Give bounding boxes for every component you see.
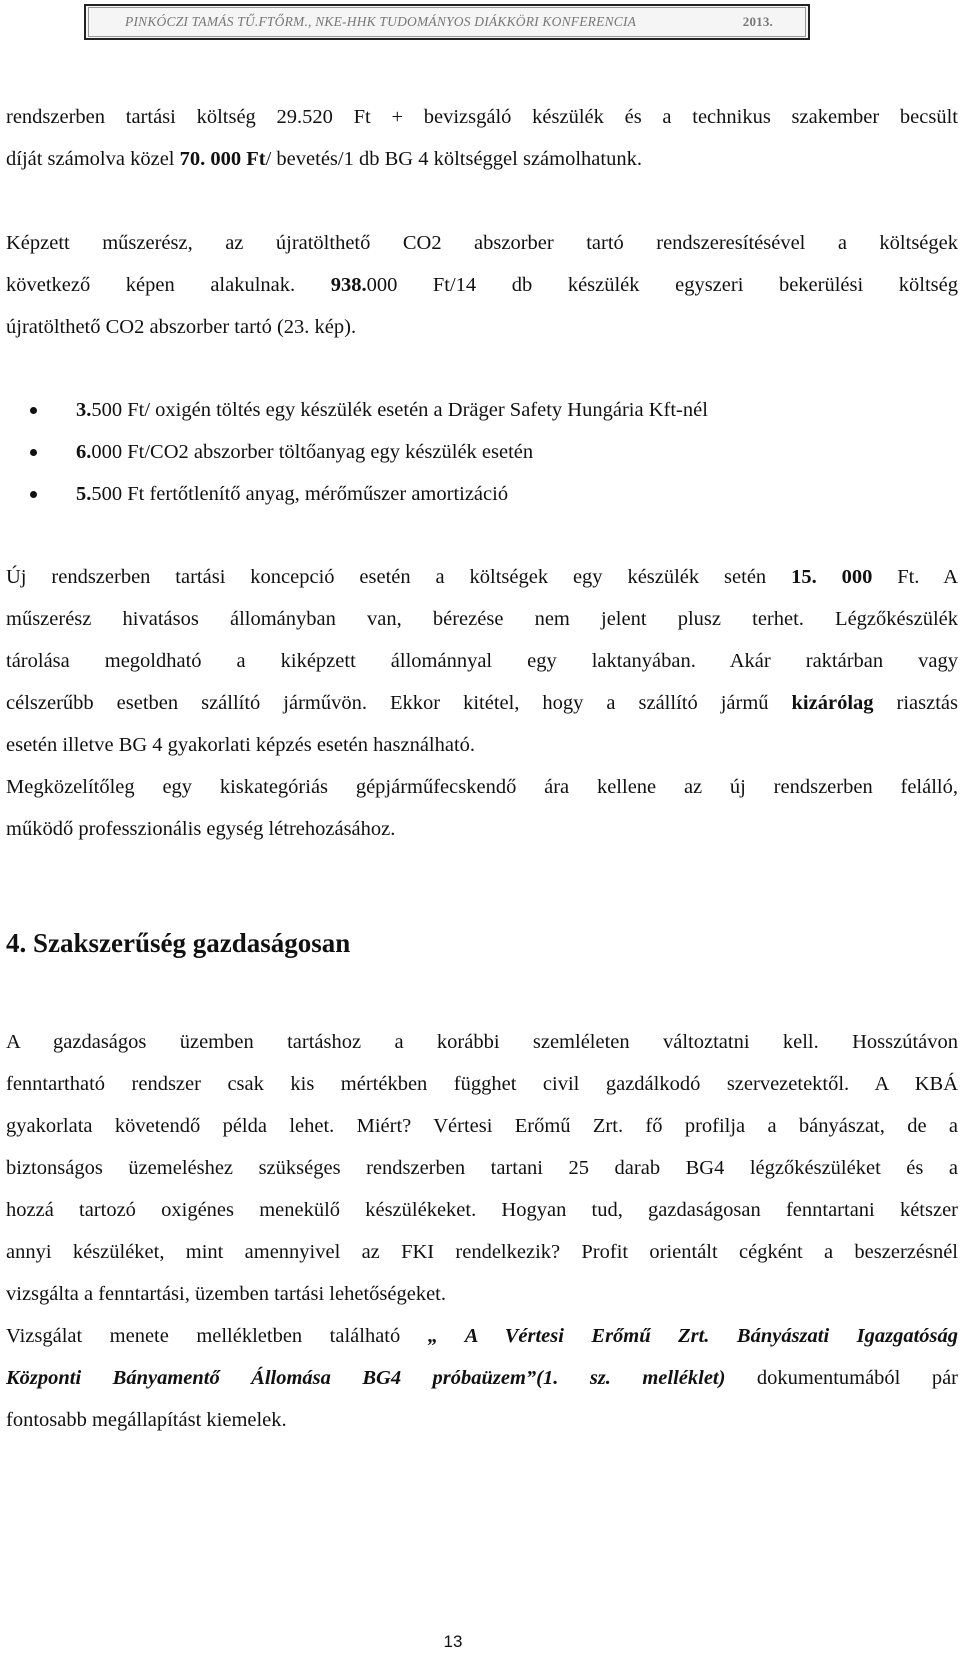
page-number: 13	[443, 1632, 463, 1651]
text-line: fontosabb megállapítást kiemelek.	[6, 1409, 287, 1431]
bold-amount: 70. 000 Ft	[179, 148, 266, 170]
text-line: újratölthető CO2 abszorber tartó (23. kép).	[6, 316, 357, 338]
section-heading: 4. Szakszerűség gazdaságosan	[6, 928, 351, 958]
text-line: Új rendszerben tartási koncepció esetén a költségek egy készülék setén 15. 000 Ft. A	[6, 566, 958, 588]
text-line: működő professzionális egység létrehozásához.	[6, 818, 396, 840]
text-line: Képzett műszerész, az újratölthető CO2 abszorber tartó rendszeresítésével a költségek	[6, 232, 958, 254]
paragraph-new-concept	[6, 556, 958, 850]
text-line: tárolása megoldható a kiképzett állománnyal egy laktanyában. Akár raktárban vagy	[6, 650, 958, 672]
text-line: díját számolva közel 70. 000 Ft/ bevetés/1 db BG 4 költséggel számolhatunk.	[6, 148, 642, 170]
text-line: Megközelítőleg egy kiskategóriás gépjárműfecskendő ára kellene az új rendszerben felálló,	[6, 776, 958, 798]
list-item: 5.500 Ft fertőtlenítő anyag, mérőműszer amortizáció	[30, 473, 708, 515]
bold-amount: 938.	[330, 274, 367, 296]
text-line: Vizsgálat menete mellékletben található „ A Vértesi Erőmű Zrt. Bányászati Igazgatóság	[6, 1325, 959, 1347]
text-line: annyi készüléket, mint amennyivel az FKI rendelkezik? Profit orientált cégként a beszerzésnél	[6, 1241, 958, 1263]
text-line: célszerűbb esetben szállító járművön. Ekkor kitétel, hogy a szállító jármű kizárólag riasztás	[6, 692, 959, 714]
bold-italic-title: Központi Bányamentő Állomása BG4 próbaüzem”(1. sz. melléklet)	[6, 1367, 726, 1389]
bold-emphasis: kizárólag	[791, 692, 874, 714]
paragraph-economic-operation	[6, 1021, 958, 1441]
text-line: Központi Bányamentő Állomása BG4 próbaüzem”(1. sz. melléklet) dokumentumából pár	[6, 1367, 959, 1389]
text-line: fenntartható rendszer csak kis mértékben függhet civil gazdálkodó szervezetektől. A KBÁ	[6, 1073, 958, 1095]
text-line: műszerész hivatásos állományban van, bérezése nem jelent plusz terhet. Légzőkészülék	[6, 608, 958, 630]
page-header-inner	[88, 7, 806, 37]
text-line: vizsgálta a fenntartási, üzemben tartási lehetőségeket.	[6, 1283, 446, 1305]
text-line: következő képen alakulnak. 938.000 Ft/14 db készülék egyszeri bekerülési költség	[6, 274, 958, 296]
header-year: 2013.	[742, 14, 773, 29]
list-item: 3.500 Ft/ oxigén töltés egy készülék esetén a Dräger Safety Hungária Kft-nél	[30, 389, 708, 431]
text-line: esetén illetve BG 4 gyakorlati képzés esetén használható.	[6, 734, 476, 756]
header-title: PINKÓCZI TAMÁS TŰ.FTŐRM., NKE-HHK TUDOMÁNYOS DIÁKKÖRI KONFERENCIA	[125, 14, 637, 29]
page-header	[84, 4, 810, 40]
list-item: 6.000 Ft/CO2 abszorber töltőanyag egy készülék esetén	[30, 431, 708, 473]
text-line: A gazdaságos üzemben tartáshoz a korábbi szemléleten változtatni kell. Hosszútávon	[6, 1031, 958, 1053]
text-line: gyakorlata követendő példa lehet. Miért? Vértesi Erőmű Zrt. fő profilja a bányászat, de a	[6, 1115, 958, 1137]
cost-bullet-list	[30, 389, 708, 515]
paragraph-cost-continuation	[6, 96, 958, 180]
bold-amount: 15. 000	[791, 566, 873, 588]
bold-italic-title: „ A Vértesi Erőmű Zrt. Bányászati Igazgatóság	[427, 1325, 959, 1347]
text-line: rendszerben tartási költség 29.520 Ft + bevizsgáló készülék és a technikus szakember becsült	[6, 106, 958, 128]
paragraph-trained-technician	[6, 222, 958, 348]
text-line: biztonságos üzemeléshez szükséges rendszerben tartani 25 darab BG4 légzőkészüléket és a	[6, 1157, 958, 1179]
text-line: hozzá tartozó oxigénes menekülő készülékeket. Hogyan tud, gazdaságosan fenntartani kétszer	[6, 1199, 958, 1221]
